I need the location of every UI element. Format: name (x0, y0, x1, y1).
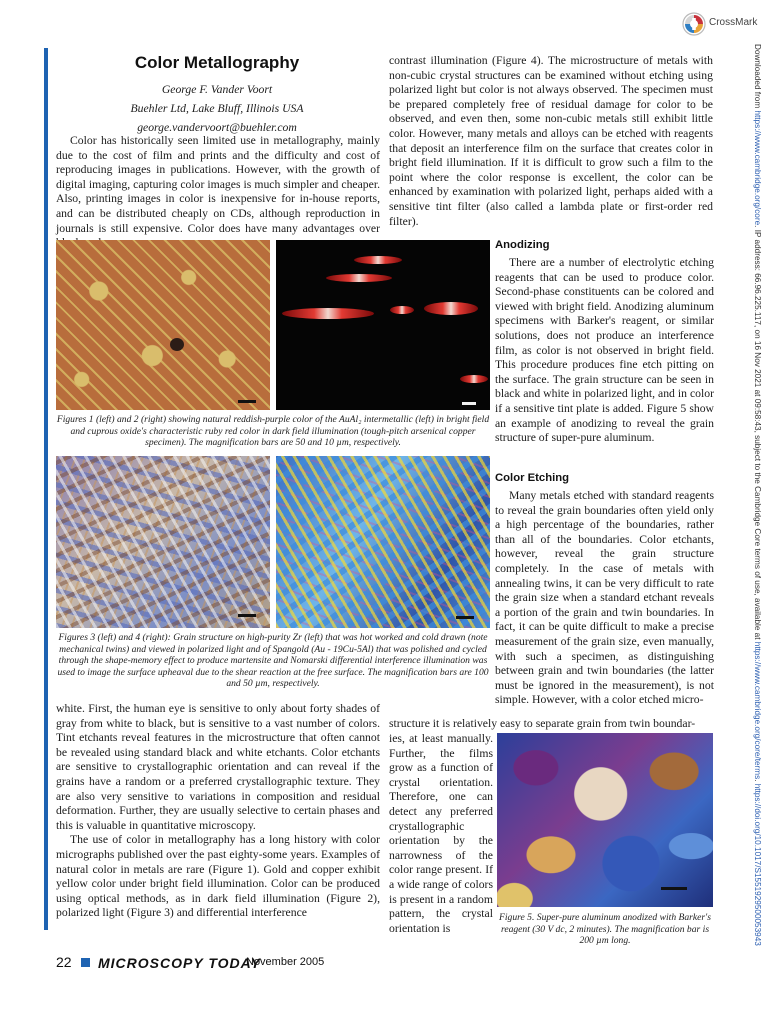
author-name: George F. Vander Voort (161, 83, 273, 96)
byline (52, 80, 382, 138)
figure-5-anodized-aluminum (497, 733, 713, 907)
terms-link[interactable]: https://www.cambridge.org/core/terms (753, 641, 762, 780)
figure-4-spangold-nomarski (276, 456, 490, 628)
cambridge-core-link[interactable]: https://www.cambridge.org/core (753, 110, 762, 226)
continuation-line: structure it is relatively easy to separate grain from twin boundar- (389, 717, 696, 730)
figure-2-cuprous-oxide-darkfield (276, 240, 490, 410)
figure-3-zirconium-polarized (56, 456, 270, 628)
inclusion-spot (170, 338, 184, 351)
doi-link[interactable]: https://doi.org/10.1017/S1551929500053943 (753, 783, 762, 946)
color-history-paragraph: The use of color in metallography has a long history with color micrographs published over the past eighty-some years. Examples of natural color in metals are rare (Figure 1). Gold and copper exhibit yellow color under bright field illumination. Color can be produced using optical methods, as in dark field illumination (Figure 2), polarized light (Figure 3) and differential interference (56, 833, 380, 920)
figure-1-2-caption: Figures 1 (left) and 2 (right) showing natural reddish-purple color of the AuAl₂ intermetallic (left) in bright field and cuprous oxide's characteristic ruby red color in dark field illumination (tough-pitch arsenical copper specimen). The magnification bars are 50 and 10 µm, respectively. (56, 414, 490, 449)
crossmark-label: CrossMark (709, 17, 758, 28)
figure-1-auai2-micrograph (56, 240, 270, 410)
oxide-stringer (460, 375, 488, 383)
left-accent-bar (44, 48, 48, 930)
notice-sep: . (753, 779, 762, 784)
article-title: Color Metallography (134, 53, 300, 72)
notice-prefix: Downloaded from (753, 44, 762, 111)
crossmark-badge[interactable] (682, 12, 758, 38)
author-affiliation: Buehler Ltd, Lake Bluff, Illinois USA (130, 102, 304, 116)
anodizing-paragraph: There are a number of electrolytic etching reagents that can be used to produce color. Second-phase constituents can be colored and viewed with bright field. Anodizing aluminum specimens with Barker's reagent, or similar solutions, does not produce an interference film, as color is not observed in bright field. This procedure produces fine etch pitting on the surface. The grain structure can be seen in black and white in polarized light, and in color if a sensitive tint plate is added. Figure 5 show an example of anodizing to reveal the grain structure of super-pure aluminum. (495, 256, 714, 445)
oxide-stringer (326, 274, 392, 282)
scale-bar (661, 887, 687, 890)
film-orientation-paragraph: ies, at least manually. Further, the films grow as a function of crystal orientation. Therefore, one can detect any preferred crystallographic orientation by the narrowness of the color range present. If a wide range of colors is present in a random pattern, the crystal orientation is (389, 732, 493, 935)
intro-paragraph: Color has historically seen limited use in metallography, mainly due to the cost of film and prints and the difficulty and cost of reproducing images in publications. However, with the growth of digital imaging, capturing color images is much simpler and cheaper. Also, printing images in color is inexpensive for in-house reports, and can be distributed cheaply on CDs, although reproduction in journals is still expensive. Color does have many advantages over (56, 134, 380, 235)
issue-date: November 2005 (246, 956, 325, 968)
color-advantages-paragraph: white. First, the human eye is sensitive to only about forty shades of gray from white to black, but is sensitive to a vast number of colors. Tint etchants reveal features in the microstructure that often cannot be revealed using standard black and white etchants. Color etchants are sensitive to crystallographic orientation and can reveal if the grains have a random or a preferred crystallographic texture. They are also very sensitive to variations in composition and residual deformation. Further, they are usually selective to certain phases and this is valuable in quantitative microscopy. (56, 702, 380, 832)
section-heading-color-etching: Color Etching (495, 472, 570, 484)
oxide-stringer (282, 308, 374, 319)
page-number: 22 (56, 954, 72, 970)
author-email[interactable]: george.vandervoort@buehler.com (137, 121, 297, 135)
oxide-stringer (390, 306, 414, 314)
download-notice (742, 44, 766, 944)
crossmark-icon (682, 12, 706, 36)
footer-square-icon (81, 958, 90, 967)
figure-5-caption: Figure 5. Super-pure aluminum anodized with Barker's reagent (30 V dc, 2 minutes). The magnification bar is 200 µm long. (499, 912, 711, 947)
scale-bar (238, 614, 256, 617)
oxide-stringer (424, 302, 478, 315)
color-etching-paragraph: Many metals etched with standard reagents to reveal the grain boundaries often yield only a high percentage of the boundaries, rather than all of the boundaries. Color etchants, however, reveal the grain structure completely. In the case of metals with annealing twins, it can be very difficult to rate the grain size when a standard etchant reveals a portion of the grain and twin boundaries. In fact, it can be quite difficult to make a precise measurement of the grain size, even manually, with such a specimen, as distinguishing between grain and twin boundaries (the latter must be ignored in the measurement), is not simple. However, with a color etched micro- (495, 489, 714, 707)
scale-bar (238, 400, 256, 403)
scale-bar (456, 616, 474, 619)
notice-middle: . IP address: 66.96.225.117, on 16 Nov 2021 at 09:58:43, subject to the Cambridge Core terms of use, available at (753, 225, 762, 642)
scale-bar (462, 402, 476, 405)
section-heading-anodizing: Anodizing (495, 239, 550, 251)
magazine-name: MICROSCOPY TODAY (98, 955, 262, 971)
contrast-paragraph: contrast illumination (Figure 4). The microstructure of metals with non-cubic crystal structures can be examined without etching using polarized light but color is not always observed. The specimen must be prepared completely free of residual damage for color to be observed, and even then, some non-cubic metals still exhibit little color. However, many metals and alloys can be etched with reagents that deposit an interference film on the surface that creates color in bright field illumination. If it is difficult to grow such a film to the point where the color response is excellent, the color can be enhanced by examination with polarized light, perhaps aided with a sensitive tint filter (also called a lambda plate or first-order red filter). (389, 54, 713, 228)
oxide-stringer (354, 256, 402, 264)
figure-3-4-caption: Figures 3 (left) and 4 (right): Grain structure on high-purity Zr (left) that was hot worked and cold drawn (note mechanical twins) and viewed in polarized light and of Spangold (Au - 19Cu-5Al) that was polished and cycled through the shape-memory effect to produce martensite and Nomarski differential interference illumination was used to image the surface upheaval due to the shear reaction at the free surface. The magnification bars are 100 and 50 µm, respectively. (57, 632, 489, 690)
